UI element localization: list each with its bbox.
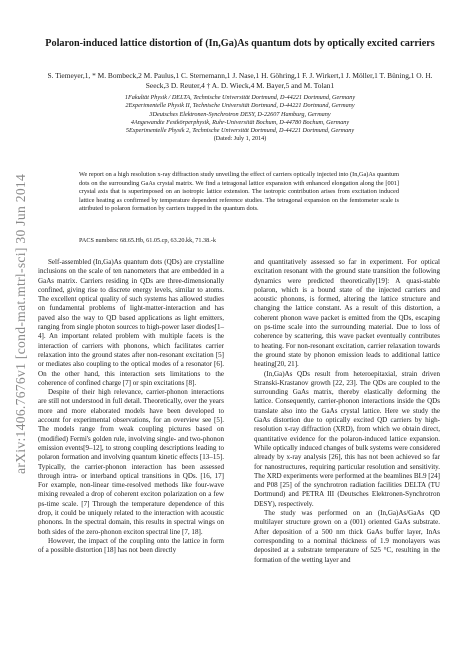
affiliation-line: 3Deutsches Elektronen-Synchrotron DESY, D-22607 Hamburg, Germany bbox=[149, 110, 331, 118]
body-paragraph: The study was performed on an (In,Ga)As/GaAs QD multilayer structure grown on a (001) oriented GaAs substrate. After deposition of a 500 nm thick GaAs buffer layer, InAs corresponding to a nominal thickness of 1.9 monolayers was deposited at a substrate temperature of 525 °C, resulting in the formation of the wetting layer and bbox=[254, 509, 440, 564]
paper-title: Polaron-induced lattice distortion of (In,Ga)As quantum dots by optically excited carriers bbox=[45, 38, 435, 49]
body-paragraph: However, the impact of the coupling onto the lattice in form of a possible distortion [18] has not been directly bbox=[38, 536, 224, 555]
body-paragraph: Despite of their high relevance, carrier-phonon interactions are still not understood in full detail. Theoretically, over the years more and more elaborated models have been developed to account for experimental observations, for an overview see [5]. The models range from weak coupling pictures based on (modified) Fermi's golden rule, involving single- and two-phonon emission events[9–12], to strong coupling descriptions leading to polaron formation and involving quantum kinetic effects [13–15]. Typically, the carrier-phonon interaction has been assessed through intra- or interband optical transitions in QDs. [16, 17] For example, non-linear time-resolved methods like four-wave mixing revealed a drop of coherent exciton polarization on a few ps-time scale. [7] Through the temperature dependence of this drop, it could be uniquely related to the interaction with acoustic phonons. In the spectral domain, this results in spectral wings on both sides of the zero-phonon exciton spectral line [7, 18]. bbox=[38, 388, 224, 536]
affiliations bbox=[40, 94, 440, 144]
right-column bbox=[254, 258, 440, 565]
affiliation-line: 2Experimentelle Physik II, Technische Universität Dortmund, D-44221 Dortmund, Germany bbox=[125, 102, 355, 110]
body-paragraph: (In,Ga)As QDs result from heteroepitaxial, strain driven Stranski-Krastanov growth [22, 23]. The QDs are coupled to the surrounding GaAs matrix, thereby elastically deforming the lattice. Consequently, carrier-phonon interactions inside the QDs translate also into the GaAs crystal lattice. Here we study the GaAs distortion due to optically excited QD carriers by high-resolution x-ray diffraction (XRD), from which we obtain direct, quantitative evidence for the polaron-induced lattice expansion. While optically induced changes of bulk systems were considered already by x-ray analysis [26], this has not been achieved so far for nanostructures, requiring particular resolution and sensitivity. The XRD experiments were performed at the beamlines BL9 [24] and P08 [25] of the synchrotron radiation facilities DELTA (TU Dortmund) and PETRA III (Deutsches Elektronen-Synchrotron DESY), respectively. bbox=[254, 369, 440, 508]
body-paragraph: and quantitatively assessed so far in experiment. For optical excitation resonant with the ground state transition the following dynamics were predicted theoretically[19]: A quasi-stable polaron, which is a bound state of the injected carriers and acoustic phonons, is formed, altering the lattice structure and changing the lattice constant. As a result of this distortion, a coherent phonon wave packet is emitted from the QDs, escaping on ps-time scale into the surrounding material. Due to loss of coherence by scattering, this wave packet eventually contributes to heating. For non-resonant excitation, carrier relaxation towards the ground state by phonon emission leads to additional lattice heating[20, 21]. bbox=[254, 258, 440, 369]
pacs-numbers: PACS numbers: 68.65.Hb, 61.05.cp, 63.20.kk, 71.38.-k bbox=[79, 237, 216, 244]
abstract: We report on a high resolution x-ray diffraction study unveiling the effect of carriers optically injected into (In,Ga)As quantum dots on the surrounding GaAs crystal matrix. We find a tetragonal lattice expansion with enhanced elongation along the [001] crystal axis that is superimposed on an isotropic lattice extension. The isotropic contribution arises from excitation induced lattice heating as confirmed by temperature dependent reference studies. The tetragonal expansion on the femtometer scale is attributed to polaron formation by carriers trapped in the quantum dots. bbox=[79, 171, 399, 212]
affiliation-line: 4Angewandte Festkörperphysik, Ruhr-Universität Bochum, D-44780 Bochum, Germany bbox=[130, 118, 350, 126]
date-line: (Dated: July 1, 2014) bbox=[213, 135, 267, 143]
affiliation-line: 5Experimentelle Physik 2, Technische Universität Dortmund, D-44221 Dortmund, Germany bbox=[125, 127, 355, 135]
affiliation-line: 1Fakultät Physik / DELTA, Technische Universität Dortmund, D-44221 Dortmund, Germany bbox=[124, 94, 356, 101]
body-paragraph: Self-assembled (In,Ga)As quantum dots (QDs) are crystalline inclusions on the scale of ten nanometers that are embedded in a GaAs matrix. Carriers residing in QDs are three-dimensionally confined, giving rise to discrete energy levels, similar to atoms. The excellent optical quality of such systems has allowed studies on fundamental problems of light-matter-interaction and has paved also the way to QD based applications as light emitters, ranging from single photon sources to high-power laser diodes[1–4]. An important related problem with multiple facets is the interaction of carriers with phonons, which facilitates carrier relaxation into the ground states after non-resonant excitation [5] or mediates also coupling to the optical modes of a resonator [6]. On the other hand, this interaction sets limitations to the coherence of confined charge [7] or spin excitations [8]. bbox=[38, 258, 224, 387]
arxiv-identifier: arXiv:1406.7676v1 [cond-mat.mtrl-sci] 30 Jun 2014 bbox=[13, 173, 28, 474]
left-column bbox=[38, 258, 224, 556]
author-list: S. Tiemeyer,1, * M. Bombeck,2 M. Paulus,1 C. Sternemann,1 J. Nase,1 H. Göhring,1 F. J. Wirkert,1 J. Möller,1 T. Büning,1 O. H. Seeck,3 D. Reuter,4 † A. D. Wieck,4 M. Bayer,5 and M. Tolan1 bbox=[47, 71, 433, 91]
